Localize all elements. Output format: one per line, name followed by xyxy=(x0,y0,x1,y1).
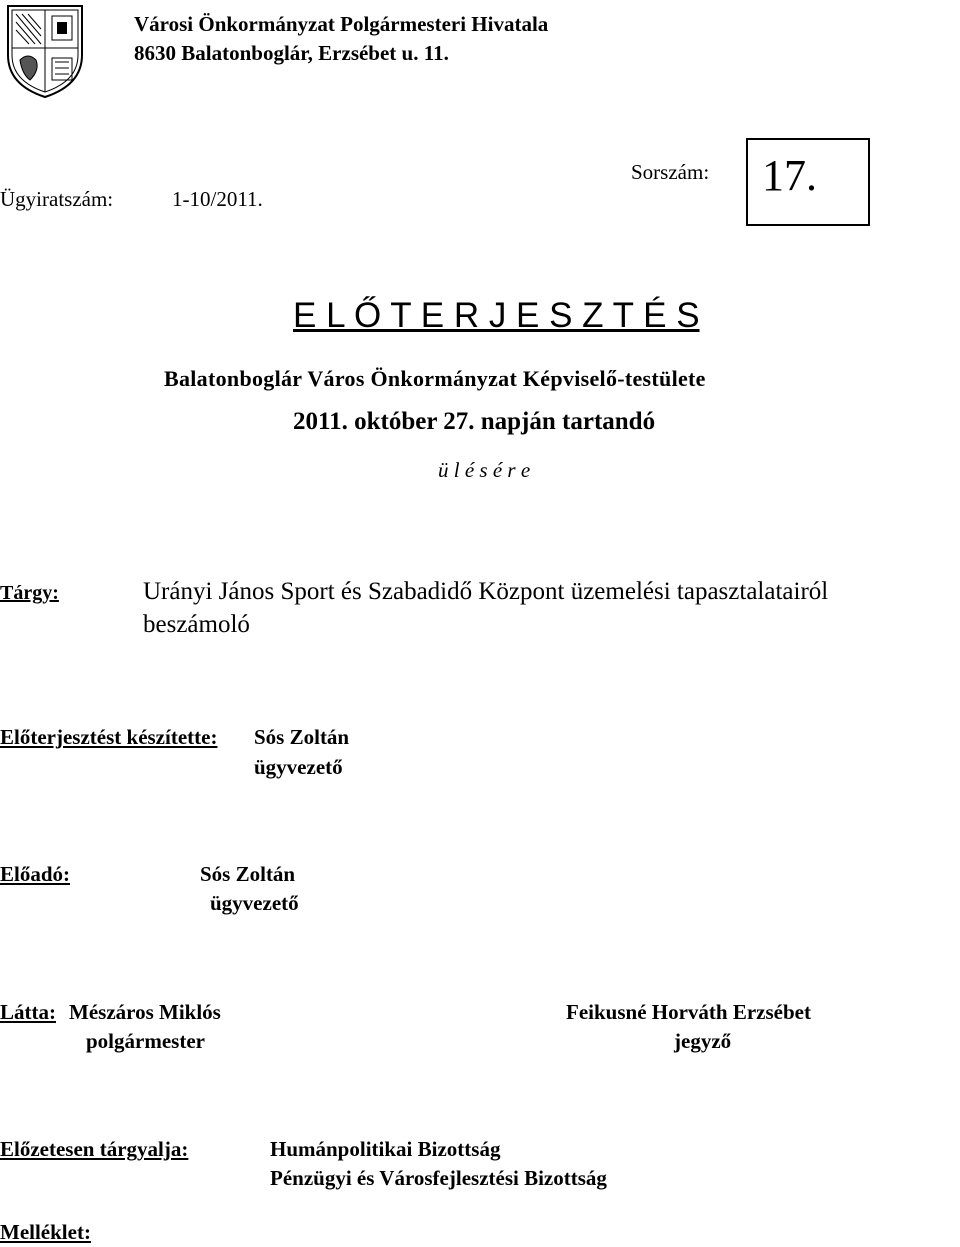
meeting-word: ü l é s é r e xyxy=(438,458,531,482)
prepared-by-name: Sós Zoltán xyxy=(254,725,350,749)
committee-1: Humánpolitikai Bizottság xyxy=(270,1137,501,1161)
council-line: Balatonboglár Város Önkormányzat Képviselő-testülete xyxy=(164,366,706,391)
file-number-value: 1-10/2011. xyxy=(172,187,263,211)
office-address: 8630 Balatonboglár, Erzsébet u. 11. xyxy=(134,41,449,65)
mayor-role: polgármester xyxy=(86,1029,205,1053)
prepared-by-label: Előterjesztést készítette: xyxy=(0,725,218,749)
serial-number-box xyxy=(746,138,870,226)
coat-of-arms-crest xyxy=(0,0,90,100)
presenter-label: Előadó: xyxy=(0,862,71,886)
office-name: Városi Önkormányzat Polgármesteri Hivatala xyxy=(134,12,549,36)
serial-number-value: 17. xyxy=(762,151,817,200)
file-number-label: Ügyiratszám: xyxy=(0,187,114,211)
pre-discussion-label: Előzetesen tárgyalja: xyxy=(0,1137,189,1161)
presenter-role: ügyvezető xyxy=(210,891,299,915)
attachment-label: Melléklet: xyxy=(0,1220,91,1244)
subject-label: Tárgy: xyxy=(0,582,59,604)
presenter-name: Sós Zoltán xyxy=(200,862,296,886)
notary-name: Feikusné Horváth Erzsébet xyxy=(566,1000,811,1024)
prepared-by-role: ügyvezető xyxy=(254,755,343,779)
subject-line-2: beszámoló xyxy=(143,611,250,638)
seen-by-label: Látta: xyxy=(0,1000,56,1024)
serial-label: Sorszám: xyxy=(631,160,710,184)
subject-line-1: Urányi János Sport és Szabadidő Központ üzemelési tapasztalatairól xyxy=(143,578,829,605)
mayor-name: Mészáros Miklós xyxy=(69,1000,221,1024)
meeting-date: 2011. október 27. napján tartandó xyxy=(293,408,656,435)
notary-role: jegyző xyxy=(674,1029,732,1053)
document-title: E L Ő T E R J E S Z T É S xyxy=(293,296,700,335)
committee-2: Pénzügyi és Városfejlesztési Bizottság xyxy=(270,1166,607,1190)
